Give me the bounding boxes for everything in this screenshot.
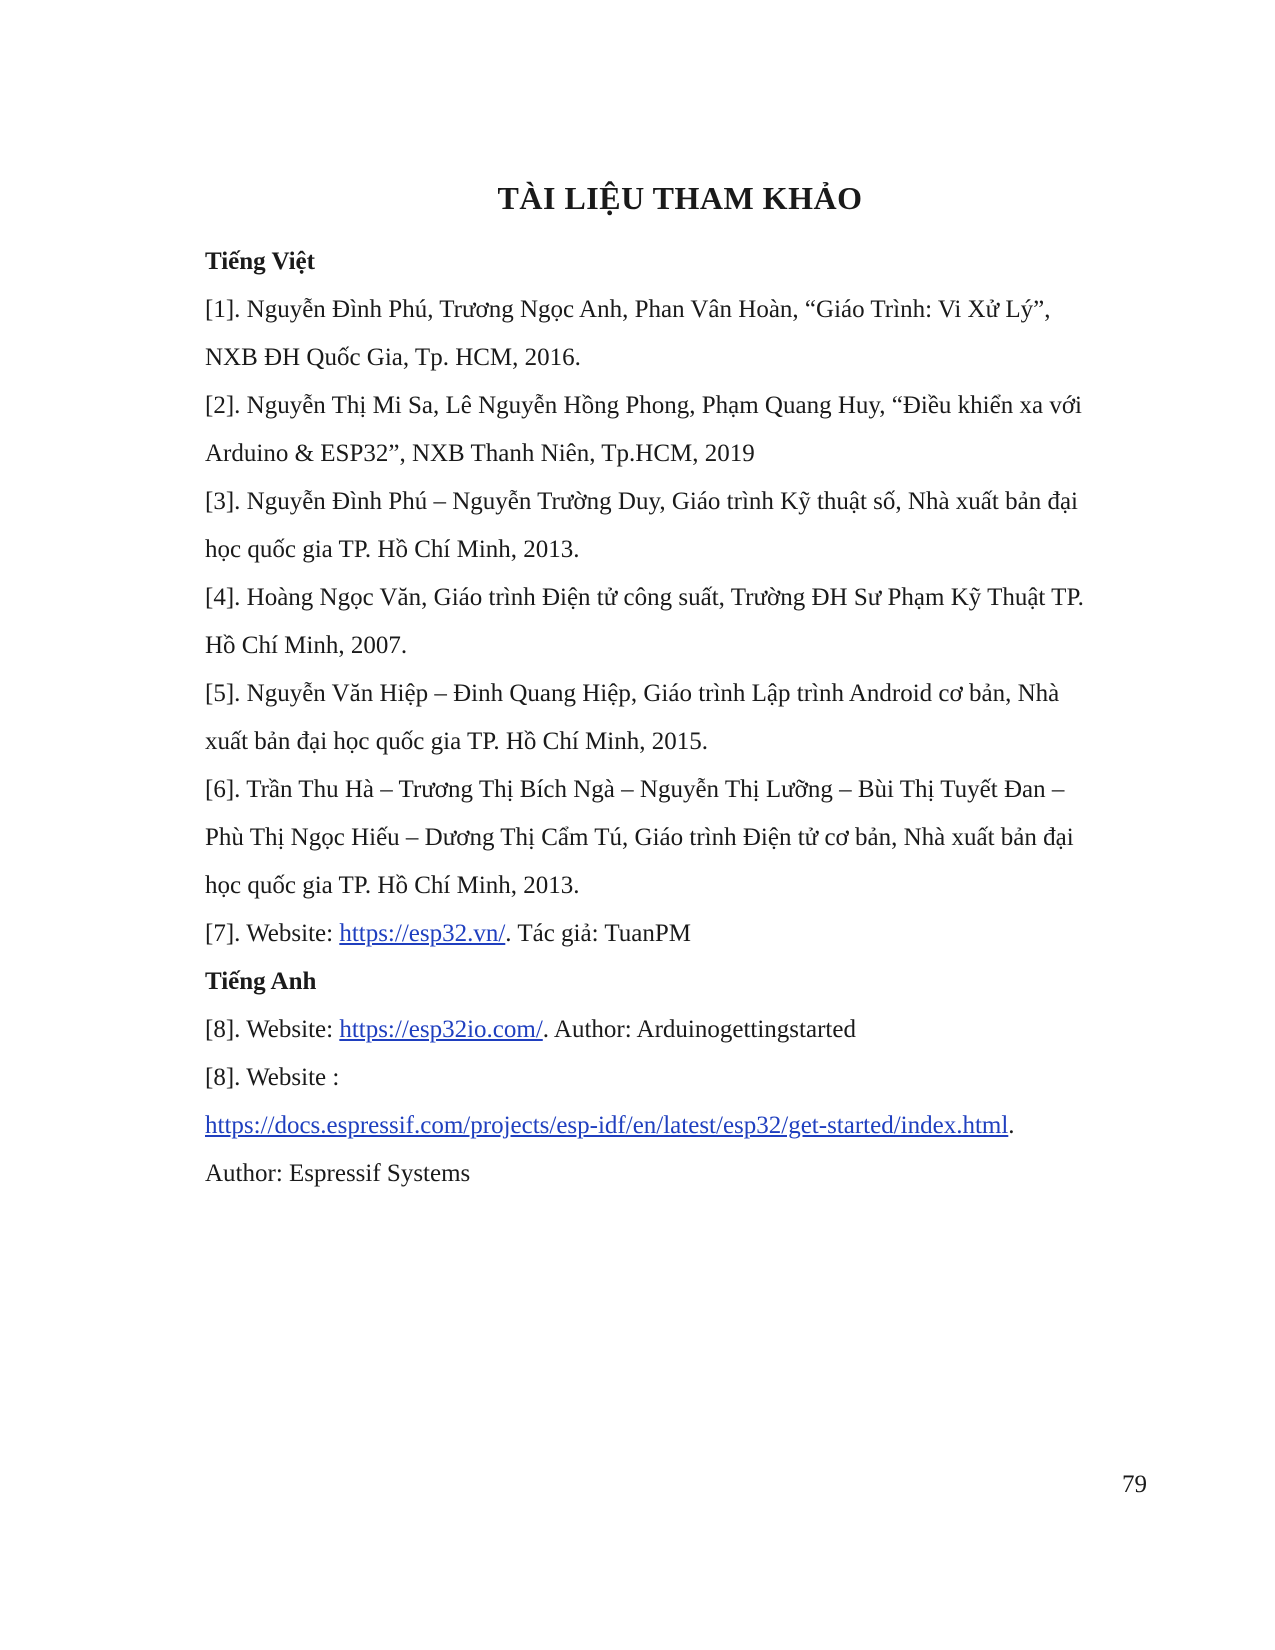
- reference-8a: [205, 1006, 1155, 1054]
- section-heading-english: Tiếng Anh: [205, 968, 317, 995]
- reference-5: [205, 670, 1155, 766]
- reference-1-line-2: NXB ĐH Quốc Gia, Tp. HCM, 2016.: [205, 344, 581, 371]
- reference-3-line-2: học quốc gia TP. Hồ Chí Minh, 2013.: [205, 536, 580, 563]
- reference-7-prefix: [7]. Website:: [205, 920, 340, 947]
- reference-3: [205, 478, 1155, 574]
- reference-5-line-1: [5]. Nguyễn Văn Hiệp – Đinh Quang Hiệp, Giáo trình Lập trình Android cơ bản, Nhà: [205, 680, 1060, 707]
- reference-2: [205, 382, 1155, 478]
- reference-8b-link[interactable]: https://docs.espressif.com/projects/esp-idf/en/latest/esp32/get-started/index.html: [205, 1112, 1009, 1139]
- reference-2-line-1: [2]. Nguyễn Thị Mi Sa, Lê Nguyễn Hồng Phong, Phạm Quang Huy, “Điều khiển xa với: [205, 392, 1082, 419]
- reference-4-line-2: Hồ Chí Minh, 2007.: [205, 632, 408, 659]
- reference-8b-link-line: [205, 1102, 1155, 1150]
- section-heading-vietnamese: Tiếng Việt: [205, 248, 315, 275]
- reference-7: [205, 910, 1155, 958]
- reference-4: [205, 574, 1155, 670]
- reference-3-line-1: [3]. Nguyễn Đình Phú – Nguyễn Trường Duy, Giáo trình Kỹ thuật số, Nhà xuất bản đại: [205, 488, 1078, 515]
- reference-8b-suffix: .: [1008, 1112, 1015, 1139]
- reference-6-line-1: [6]. Trần Thu Hà – Trương Thị Bích Ngà – Nguyễn Thị Lưỡng – Bùi Thị Tuyết Đan –: [205, 776, 1065, 803]
- reference-1-line-1: [1]. Nguyễn Đình Phú, Trương Ngọc Anh, Phan Vân Hoàn, “Giáo Trình: Vi Xử Lý”,: [205, 296, 1051, 323]
- reference-4-line-1: [4]. Hoàng Ngọc Văn, Giáo trình Điện tử công suất, Trường ĐH Sư Phạm Kỹ Thuật TP.: [205, 584, 1084, 611]
- reference-2-line-2: Arduino & ESP32”, NXB Thanh Niên, Tp.HCM, 2019: [205, 440, 755, 467]
- page-number: 79: [1122, 1471, 1147, 1498]
- reference-8b-prefix: [8]. Website :: [205, 1064, 340, 1091]
- references-page: [205, 160, 1155, 1198]
- reference-7-link[interactable]: https://esp32.vn/: [339, 920, 506, 947]
- reference-6: [205, 766, 1155, 910]
- reference-8a-suffix: . Author: Arduinogettingstarted: [542, 1016, 856, 1043]
- reference-7-suffix: . Tác giả: TuanPM: [505, 920, 691, 947]
- reference-8a-link[interactable]: https://esp32io.com/: [339, 1016, 543, 1043]
- reference-6-line-3: học quốc gia TP. Hồ Chí Minh, 2013.: [205, 872, 580, 899]
- reference-8a-prefix: [8]. Website:: [205, 1016, 340, 1043]
- reference-1: [205, 286, 1155, 382]
- reference-8b-author: Author: Espressif Systems: [205, 1160, 471, 1187]
- page-title: TÀI LIỆU THAM KHẢO: [497, 180, 863, 216]
- reference-5-line-2: xuất bản đại học quốc gia TP. Hồ Chí Minh, 2015.: [205, 728, 708, 755]
- reference-8b: [205, 1054, 1155, 1198]
- reference-6-line-2: Phù Thị Ngọc Hiếu – Dương Thị Cẩm Tú, Giáo trình Điện tử cơ bản, Nhà xuất bản đại: [205, 824, 1074, 851]
